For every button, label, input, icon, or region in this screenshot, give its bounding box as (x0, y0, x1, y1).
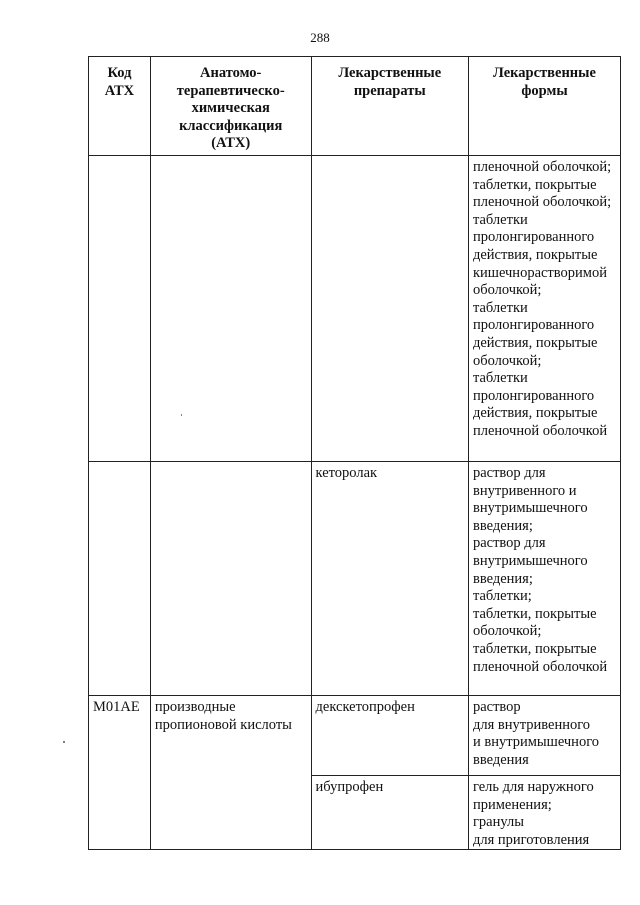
scan-speck (63, 741, 65, 743)
drug-cell: кеторолак (311, 462, 468, 696)
dosage-forms-cell: гель для наружного применения; гранулы для приготовления (468, 776, 620, 850)
classification-cell: производные пропионовой кислоты (150, 696, 311, 850)
drug-cell (311, 156, 468, 462)
header-atc-classification: Анатомо- терапевтическо- химическая классификация (АТХ) (150, 57, 311, 156)
dosage-forms-cell: раствор для внутривенного и внутримышечного введения (468, 696, 620, 776)
scan-speck (181, 414, 182, 416)
header-drugs: Лекарственные препараты (311, 57, 468, 156)
drug-classification-table (88, 56, 621, 850)
dosage-forms-cell: раствор для внутривенного и внутримышечного введения; раствор для внутримышечного введения; таблетки; таблетки, покрытые оболочкой; таблетки, покрытые пленочной оболочкой (468, 462, 620, 696)
atc-code-cell (89, 462, 151, 696)
header-atc-code: Код АТХ (89, 57, 151, 156)
dosage-forms-cell: пленочной оболочкой; таблетки, покрытые пленочной оболочкой; таблетки пролонгированного действия, покрытые кишечнорастворимой оболочкой; таблетки пролонгированного действия, покрытые оболочкой; таблетки пролонгированного действия, покрытые пленочной оболочкой (468, 156, 620, 462)
table-row (89, 696, 621, 776)
table-row (89, 156, 621, 462)
classification-cell (150, 156, 311, 462)
drug-cell: декскетопрофен (311, 696, 468, 776)
drug-cell: ибупрофен (311, 776, 468, 850)
table-row (89, 462, 621, 696)
atc-code-cell (89, 156, 151, 462)
atc-code-cell: M01AE (89, 696, 151, 850)
classification-cell (150, 462, 311, 696)
table-header-row (89, 57, 621, 156)
page-number: 288 (310, 30, 330, 45)
header-dosage-forms: Лекарственные формы (468, 57, 620, 156)
